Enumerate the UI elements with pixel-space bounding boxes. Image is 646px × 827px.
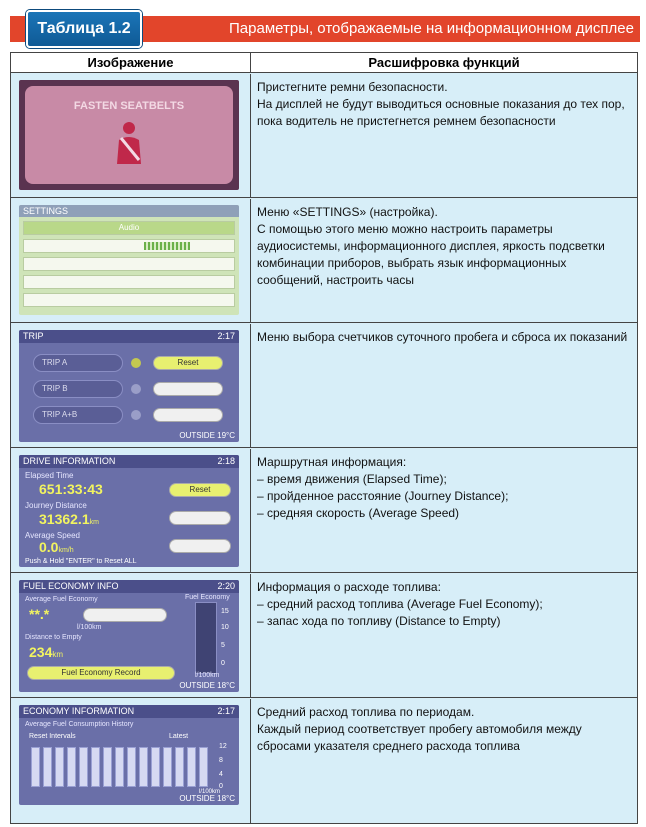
history-tick: 8 [219, 757, 223, 764]
trip-ab-pill [153, 408, 223, 422]
economy-info-title: ECONOMY INFORMATION [19, 705, 239, 718]
image-cell [11, 74, 251, 197]
history-tick: 0 [219, 783, 223, 790]
desc-line: – средняя скорость (Average Speed) [257, 506, 460, 520]
gauge-tick: 15 [221, 608, 229, 615]
reset-pill: Reset [169, 483, 231, 497]
history-bar [187, 747, 196, 787]
trip-ab-label: TRIP A+B [33, 406, 123, 424]
average-fuel-economy-value: **.* [29, 606, 50, 622]
column-header-description: Расшифровка функций [368, 55, 520, 70]
settings-item [23, 239, 235, 253]
gauge-tick: 0 [221, 660, 225, 667]
history-bar [55, 747, 64, 787]
settings-screen [19, 205, 239, 315]
history-bar [115, 747, 124, 787]
desc-line: Пристегните ремни безопасности. [257, 80, 448, 94]
parameters-table [10, 52, 638, 824]
journey-distance-unit: km [89, 519, 99, 526]
row-description [257, 204, 635, 289]
desc-line: Меню выбора счетчиков суточного пробега и сброса их показаний [257, 330, 628, 344]
average-speed-label: Average Speed [25, 531, 81, 540]
speed-pill [169, 539, 231, 553]
fuel-economy-record-pill: Fuel Economy Record [27, 666, 175, 680]
fuel-economy-title: FUEL ECONOMY INFO [19, 580, 239, 593]
desc-line: – средний расход топлива (Average Fuel Economy); [257, 597, 543, 611]
gauge-tick: 5 [221, 642, 225, 649]
history-bar [91, 747, 100, 787]
average-speed-value [39, 539, 74, 555]
table-row [11, 449, 637, 573]
table-head [11, 53, 637, 73]
row-description [257, 454, 635, 522]
clock: 2:17 [217, 331, 235, 341]
desc-line: Средний расход топлива по периодам. [257, 705, 475, 719]
desc-line: Каждый период соответствует пробегу автомобиля между сбросами указателя среднего расхода топлива [257, 722, 582, 753]
history-unit: l/100km [199, 789, 221, 795]
journey-distance-value [39, 511, 99, 527]
outside-temperature: OUTSIDE 18°C [179, 681, 235, 690]
trip-b-label: TRIP B [33, 380, 123, 398]
desc-line: Меню «SETTINGS» (настройка). [257, 205, 438, 219]
column-header-image: Изображение [11, 53, 251, 73]
history-bar [163, 747, 172, 787]
distance-pill [169, 511, 231, 525]
desc-line: – время движения (Elapsed Time); [257, 472, 447, 486]
gauge-unit: l/100km [195, 672, 220, 679]
table-row [11, 324, 637, 448]
desc-line: – запас хода по топливу (Distance to Empty) [257, 614, 501, 628]
table-row [11, 199, 637, 323]
reset-pill: Reset [153, 356, 223, 370]
gauge-tick: 10 [221, 624, 229, 631]
settings-item [23, 293, 235, 307]
seatbelt-screen [19, 80, 239, 190]
row-description [257, 329, 635, 346]
trip-screen [19, 330, 239, 442]
reset-intervals-label: Reset Intervals [29, 733, 76, 740]
latest-label: Latest [169, 733, 189, 740]
desc-line: Информация о расходе топлива: [257, 580, 441, 594]
desc-line: На дисплей не будут выводиться основные показания до тех пор, пока водитель не пристегнется ремнем безопасности [257, 97, 625, 128]
seatbelt-icon [111, 120, 147, 166]
trip-a-label: TRIP A [33, 354, 123, 372]
seatbelt-panel [25, 86, 233, 184]
desc-line: – пройденное расстояние (Journey Distance); [257, 489, 509, 503]
table-row [11, 74, 637, 198]
trip-b-indicator [131, 384, 141, 394]
average-speed-unit: km/h [58, 547, 74, 554]
clock: 2:17 [217, 706, 235, 716]
desc-line: С помощью этого меню можно настроить параметры аудиосистемы, информационного дисплея, яркость подсветки комбинации приборов, выбрать язык информационных сообщений, настроить часы [257, 222, 605, 287]
journey-distance-label: Journey Distance [25, 501, 87, 510]
clock: 2:20 [217, 581, 235, 591]
history-bar [175, 747, 184, 787]
row-description [257, 79, 635, 130]
distance-to-empty-number: 234 [29, 644, 53, 660]
average-speed-number: 0.0 [39, 539, 59, 555]
table-title: Параметры, отображаемые на информационном дисплее [229, 20, 634, 37]
economy-information-screen [19, 705, 239, 805]
outside-temperature: OUTSIDE 18°C [179, 794, 235, 803]
fuel-economy-gauge [195, 602, 217, 674]
row-description [257, 704, 635, 755]
trip-b-pill [153, 382, 223, 396]
desc-line: Маршрутная информация: [257, 455, 407, 469]
row-description [257, 579, 635, 630]
table-row [11, 574, 637, 698]
fuel-economy-pill [83, 608, 167, 622]
trip-ab-indicator [131, 410, 141, 420]
distance-to-empty-value [29, 644, 63, 660]
fuel-economy-gauge-label: Fuel Economy [185, 594, 230, 601]
image-cell [11, 199, 251, 322]
history-tick: 12 [219, 743, 227, 750]
table-row [11, 699, 637, 823]
history-bar [139, 747, 148, 787]
image-cell [11, 449, 251, 572]
elapsed-time-value: 651:33:43 [39, 481, 103, 497]
settings-item [23, 275, 235, 289]
image-cell [11, 324, 251, 447]
history-bar [199, 747, 208, 787]
history-bar [79, 747, 88, 787]
distance-to-empty-label: Distance to Empty [25, 634, 82, 641]
table-header-banner [10, 6, 640, 48]
clock: 2:18 [217, 456, 235, 466]
drive-information-screen [19, 455, 239, 567]
drive-info-title: DRIVE INFORMATION [19, 455, 239, 468]
elapsed-time-label: Elapsed Time [25, 471, 74, 480]
outside-temperature: OUTSIDE 19°C [179, 431, 235, 440]
history-bar [67, 747, 76, 787]
history-bar [151, 747, 160, 787]
history-bar [127, 747, 136, 787]
journey-distance-number: 31362.1 [39, 511, 90, 527]
settings-item [23, 257, 235, 271]
average-fuel-economy-label: Average Fuel Economy [25, 596, 98, 603]
history-bar [103, 747, 112, 787]
settings-item-audio: Audio [23, 221, 235, 235]
history-bar [43, 747, 52, 787]
fuel-economy-screen [19, 580, 239, 692]
reset-all-hint: Push & Hold "ENTER" to Reset ALL [25, 558, 137, 565]
brightness-level-bar [144, 242, 190, 250]
table-number-badge: Таблица 1.2 [26, 10, 142, 48]
history-tick: 4 [219, 771, 223, 778]
image-cell [11, 574, 251, 697]
distance-to-empty-unit: km [52, 650, 64, 659]
trip-a-indicator [131, 358, 141, 368]
image-cell [11, 699, 251, 823]
consumption-history-label: Average Fuel Consumption History [25, 721, 134, 728]
average-fuel-economy-unit: l/100km [77, 624, 102, 631]
history-bar [31, 747, 40, 787]
settings-title: SETTINGS [19, 205, 239, 217]
trip-title: TRIP [19, 330, 239, 343]
seatbelt-warning-text: FASTEN SEATBELTS [73, 100, 185, 112]
